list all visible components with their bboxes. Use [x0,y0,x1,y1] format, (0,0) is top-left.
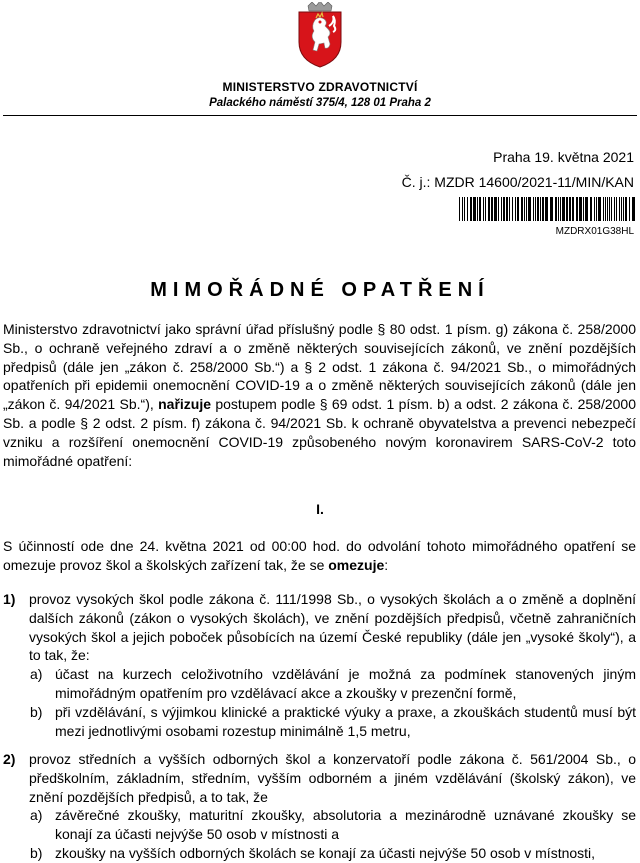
list-item-1 [3,590,636,740]
sub-item-b [30,844,636,863]
effect-paragraph [3,537,636,575]
barcode-text: MZDRX01G38HL [555,226,634,237]
sub-item-letter: b) [30,703,43,720]
barcode [459,197,635,221]
sub-item-text: závěrečné zkoušky, maturitní zkoušky, absolutoria a mezinárodně uznávané zkoušky se konají za účasti nejvýše 50 osob v místnosti a [55,807,636,843]
intro-bold-word: nařizuje [158,396,212,413]
document-date: Praha 19. května 2021 [493,149,634,165]
reference-number: Č. j.: MZDR 14600/2021-11/MIN/KAN [401,174,634,190]
effect-bold-word: omezuje [328,556,385,573]
item-text: provoz středních a vyšších odborných škol a konzervatoří podle zákona č. 561/2004 Sb., o předškolním, základním, středním, vyšším odborném a jiném vzdělávání (školský zákon), ve znění pozdějších předpisů, a to tak, že [29,751,636,805]
sub-item-a [30,806,636,844]
sub-item-a [30,665,636,703]
intro-text-part2: postupem podle § 69 odst. 1 písm. b) a odst. 2 zákona č. 258/2000 Sb. a podle § 2 odst. 2 písm. f) zákona č. 94/2021 Sb. k ochraně obyvatelstva a prevenci nebezpečí vzniku a rozšíření onemocnění COVID-19 způsobeného novým koronavirem SARS-CoV-2 toto mimořádné opatření: [3,396,637,469]
sub-item-text: při vzdělávání, s výjimkou klinické a praktické výuky a praxe, a zkouškách studentů musí být mezi jednotlivými osobami rozestup minimálně 1,5 metru, [55,703,636,739]
header-divider [3,115,637,116]
item-text: provoz vysokých škol podle zákona č. 111/1998 Sb., o vysokých školách a o změně a doplnění dalších zákonů (zákon o vysokých školách), ve znění pozdějších předpisů, včetně zahraničních vysokých škol a jejich poboček působících na území České republiky (dále jen „vysoké školy“), a to tak, že: [29,591,636,664]
ministry-name: MINISTERSTVO ZDRAVOTNICTVÍ [222,80,418,94]
sub-item-text: účast na kurzech celoživotního vzdělávání je možná za podmínek stanovených jiným mimořádným opatřením pro vzdělávací akce a zkoušky v prezenční formě, [55,666,636,701]
intro-text-part1: Ministerstvo zdravotnictví jako správní úřad příslušný podle § 80 odst. 1 písm. g) zákona č. 258/2000 Sb., o ochraně veřejného zdraví a o změně některých souvisejících zákonů, ve znění pozdějších předpisů (dále jen „zákon č. 258/2000 Sb.“) a § 2 odst. 1 zákona č. 94/2021 Sb., o mimořádných opatřeních při epidemii onemocnění COVID-19 a o změně některých souvisejících zákonů (dále jen „zákon č. 94/2021 Sb.“), [3,321,636,413]
item-number: 1) [3,591,16,607]
czech-coat-of-arms-icon [295,2,345,68]
list-item-2 [3,750,636,863]
effect-text-part2: : [384,556,389,573]
effect-text-part1: S účinností ode dne 24. května 2021 od 00:00 hod. do odvolání tohoto mimořádného opatření se omezuje provoz škol a školských zařízení tak, že se [3,538,636,573]
sub-item-letter: b) [30,844,43,861]
sub-item-b [30,703,636,741]
sub-item-letter: a) [30,807,43,824]
document-title: MIMOŘÁDNÉ OPATŘENÍ [150,279,490,301]
sub-item-text: zkoušky na vyšších odborných školách se konají za účasti nejvýše 50 osob v místnosti, [55,844,596,861]
intro-paragraph [3,320,636,470]
section-numeral: I. [316,501,324,517]
item-number: 2) [3,751,16,767]
ministry-address: Palackého náměstí 375/4, 128 01 Praha 2 [209,97,431,109]
sub-item-letter: a) [30,666,43,683]
